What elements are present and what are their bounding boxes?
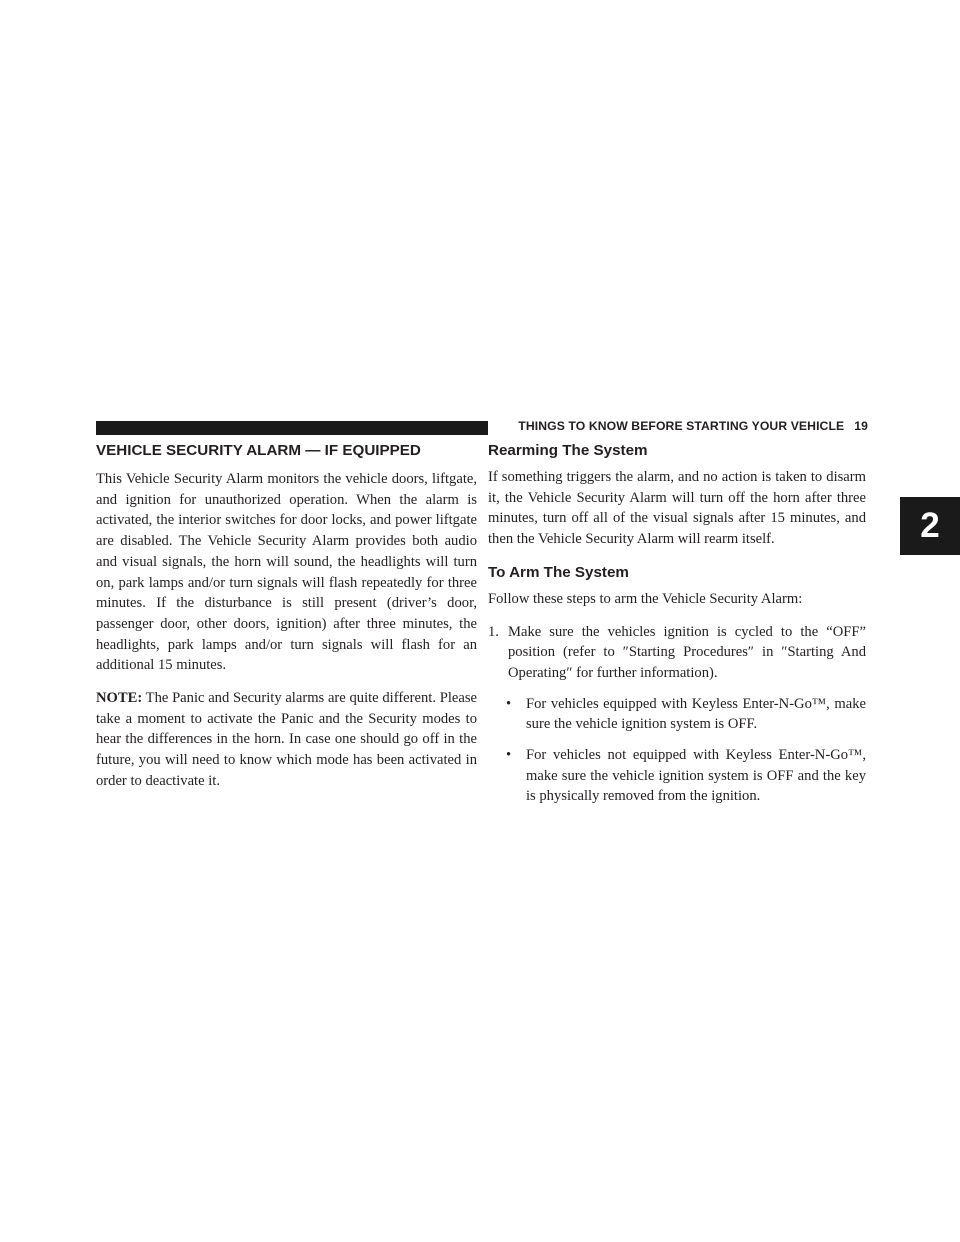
bullet-icon: • — [506, 747, 512, 764]
section-heading: VEHICLE SECURITY ALARM — IF EQUIPPED — [96, 442, 421, 459]
bullet-text: For vehicles equipped with Keyless Enter-N-Go™, make sure the vehicle ignition system is OFF. — [526, 695, 866, 733]
rearming-heading: Rearming The System — [488, 442, 648, 459]
alarm-description: This Vehicle Security Alarm monitors the vehicle doors, liftgate, and ignition for unauthorized operation. When the alarm is activated, the interior switches for door locks, and power liftgate are disabled. The Vehicle Security Alarm provides both audio and visual signals, the horn will sound, the headlights will turn on, park lamps and/or turn signals will flash repeatedly for three minutes. If the disturbance is still present (driver’s door, passenger door, other doors, ignition) after three minutes, the headlights, park lamps and/or turn signals will flash for an additional 15 minutes. — [96, 471, 477, 674]
section-title: THINGS TO KNOW BEFORE STARTING YOUR VEHICLE — [518, 419, 845, 433]
bullet-icon: • — [506, 695, 512, 712]
header-rule — [96, 421, 488, 435]
left-column — [96, 442, 477, 792]
page-number: 19 — [854, 419, 868, 433]
step-text: Make sure the vehicles ignition is cycled to the “OFF” position (refer to ″Starting Procedures″ in ″Starting And Operating″ for further information). — [508, 623, 866, 681]
step-item — [488, 622, 866, 684]
running-header — [496, 419, 868, 433]
bullet-text: For vehicles not equipped with Keyless Enter-N-Go™, make sure the vehicle ignition system is OFF and the key is physically removed from the ignition. — [526, 747, 866, 805]
rearming-paragraph: If something triggers the alarm, and no action is taken to disarm it, the Vehicle Security Alarm will turn off the horn after three minutes, turn off all of the visual signals after 15 minutes, and then the Vehicle Security Alarm will rearm itself. — [488, 469, 866, 548]
note-paragraph — [96, 688, 477, 792]
bullet-item — [506, 694, 866, 735]
note-label: NOTE: — [96, 690, 143, 707]
arm-intro: Follow these steps to arm the Vehicle Security Alarm: — [488, 590, 803, 607]
step-number: 1. — [488, 623, 499, 640]
note-text: The Panic and Security alarms are quite different. Please take a moment to activate the Panic and the Security modes to hear the differences in the horn. In case one should go off in the future, you will need to know which mode has been activated in order to deactivate it. — [96, 690, 477, 789]
arm-heading: To Arm The System — [488, 563, 629, 581]
right-column — [488, 442, 866, 807]
chapter-tab: 2 — [900, 497, 960, 555]
bullet-item — [506, 745, 866, 807]
